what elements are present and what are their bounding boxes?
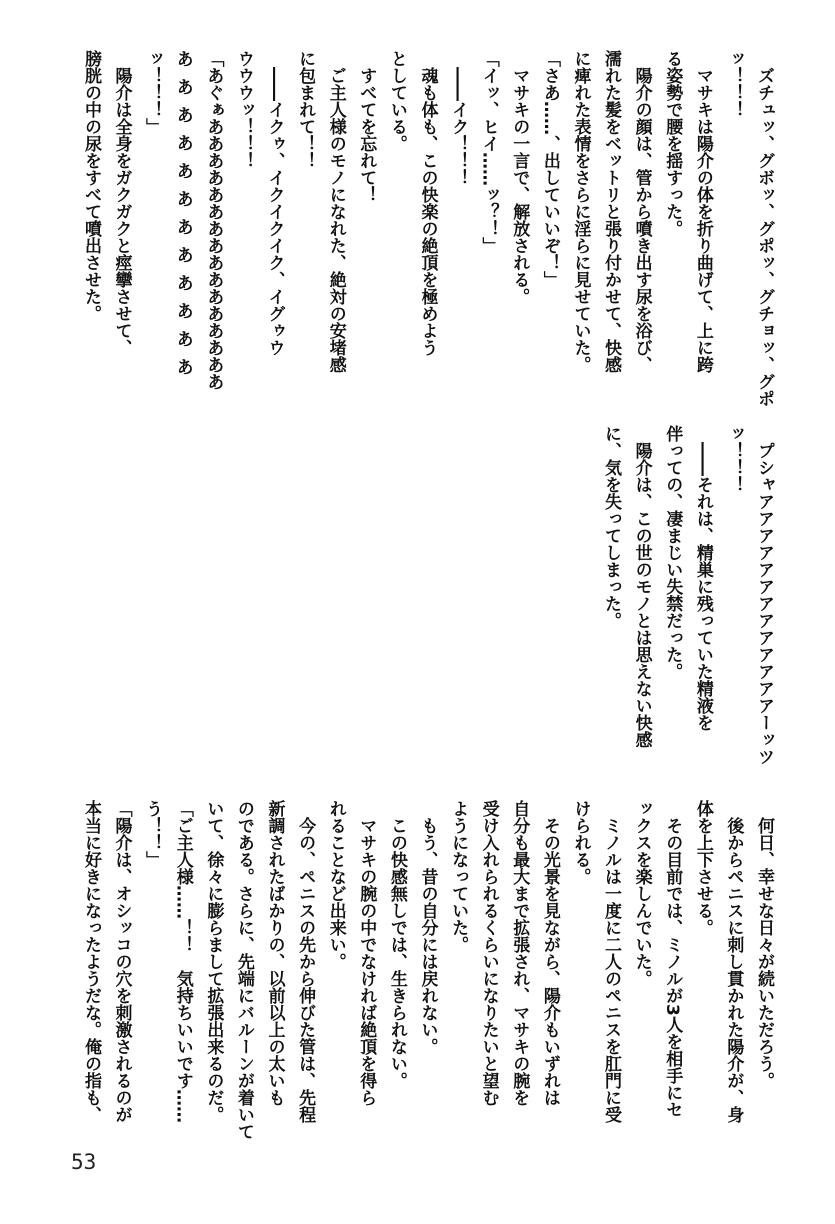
text-column: ああああああああああああ [172, 50, 193, 386]
text-column: もう、昔の自分には戻れない。 [417, 800, 438, 1055]
text-column: ックスを楽しんでいた。 [631, 800, 652, 987]
text-column: 本当に好きになったようだな。俺の指も、 [80, 800, 101, 1123]
text-column: 陽介の顔は、管から噴き出す尿を浴び、 [631, 50, 652, 373]
text-column: 「ご主人様……！！ 気持ちいいです…… [172, 800, 193, 1123]
text-column: 濡れた髪をベットリと張り付かせて、快感 [601, 50, 622, 373]
text-column: としている。 [386, 50, 407, 152]
text-column: ッ！！！ [723, 425, 744, 493]
text-column: ズチュッ、グボッ、グポッ、グチョッ、グポ [754, 50, 774, 407]
text-column: 陽介は全身をガクガクと痙攣させて、 [111, 50, 132, 356]
text-column: この快感無しでは、生きられない。 [386, 800, 407, 1089]
text-column: 自分も最大まで拡張され、マサキの腕を [509, 800, 530, 1106]
text-column: いて、徐々に膨らまして拡張出来るのだ。 [203, 800, 224, 1123]
text-column: 受け入れられるくらいになりたいと望む [478, 800, 499, 1106]
text-column: 「陽介は、オシッコの穴を刺激されるのが [111, 800, 132, 1123]
text-column: 陽介は、この世のモノとは思えない快感 [631, 425, 652, 748]
text-column: う！！」 [142, 800, 163, 868]
text-column: ――それは、精巣に残っていた精液を [692, 425, 713, 731]
text-column: マサキの一言で、解放される。 [509, 50, 530, 305]
text-column: 「あぐぁああああああああああああああああ [203, 50, 224, 390]
text-column: 後からペニスに刺し貫かれた陽介が、身 [723, 800, 744, 1123]
text-column: ご主人様のモノになれた、絶対の安堵感 [325, 50, 346, 373]
text-column: 新調されたばかりの、以前以上の太いも [264, 800, 285, 1106]
text-column: その光景を見ながら、陽介もいずれは [539, 800, 560, 1106]
text-block-upper [75, 50, 779, 407]
text-column: る姿勢で腰を揺すった。 [662, 50, 683, 237]
text-column: に痺れた表情をさらに淫らに見せていた。 [570, 50, 591, 373]
text-column: ――イクゥ、イクイクイク、イグゥウ [264, 50, 285, 356]
text-column: れることなど出来い。 [325, 800, 346, 970]
text-column: マサキは陽介の体を折り曲げて、上に跨 [692, 50, 713, 373]
text-column: に包まれて！！ [295, 50, 316, 169]
page-number: 53 [71, 1150, 97, 1174]
text-block-middle [595, 425, 779, 770]
text-column: ミノルは一度に二人のペニスを肛門に受 [601, 800, 622, 1123]
text-column: マサキの腕の中でなければ絶頂を得ら [356, 800, 377, 1106]
text-column: ――イク！！！ [448, 50, 469, 186]
text-column: 何日、幸せな日々が続いただろう。 [754, 800, 774, 1089]
text-column: ようになっていた。 [448, 800, 469, 953]
text-column: 体を上下させる。 [692, 800, 713, 936]
text-column: 魂も体も、この快楽の絶頂を極めよう [417, 50, 438, 356]
text-column: ウウウッ！！！ [233, 50, 254, 169]
text-column: プシャアアアアアアアアアアアアアーッツ [754, 425, 774, 765]
text-column: ッ！！！」 [142, 50, 163, 135]
text-column: けられる。 [570, 800, 591, 885]
text-column: に、気を失ってしまった。 [601, 425, 622, 629]
text-column: ッ！！！ [723, 50, 744, 118]
text-column: 膀胱の中の尿をすべて噴出させた。 [80, 50, 101, 322]
text-column: 「イッ、ヒイ……ッ？！」 [478, 50, 499, 254]
text-column: 今の、ペニスの先から伸びた管は、先程 [295, 800, 316, 1123]
text-block-lower [75, 800, 779, 1145]
text-column: のである。さらに、先端にバルーンが着いて [233, 800, 254, 1140]
text-column: すべてを忘れて！ [356, 50, 377, 203]
text-column: その目前では、ミノルが3人を相手にセ [662, 800, 683, 1118]
text-column: 伴っての、凄まじい失禁だった。 [662, 425, 683, 680]
text-column: 「さあ……、出していいぞ！」 [539, 50, 560, 288]
